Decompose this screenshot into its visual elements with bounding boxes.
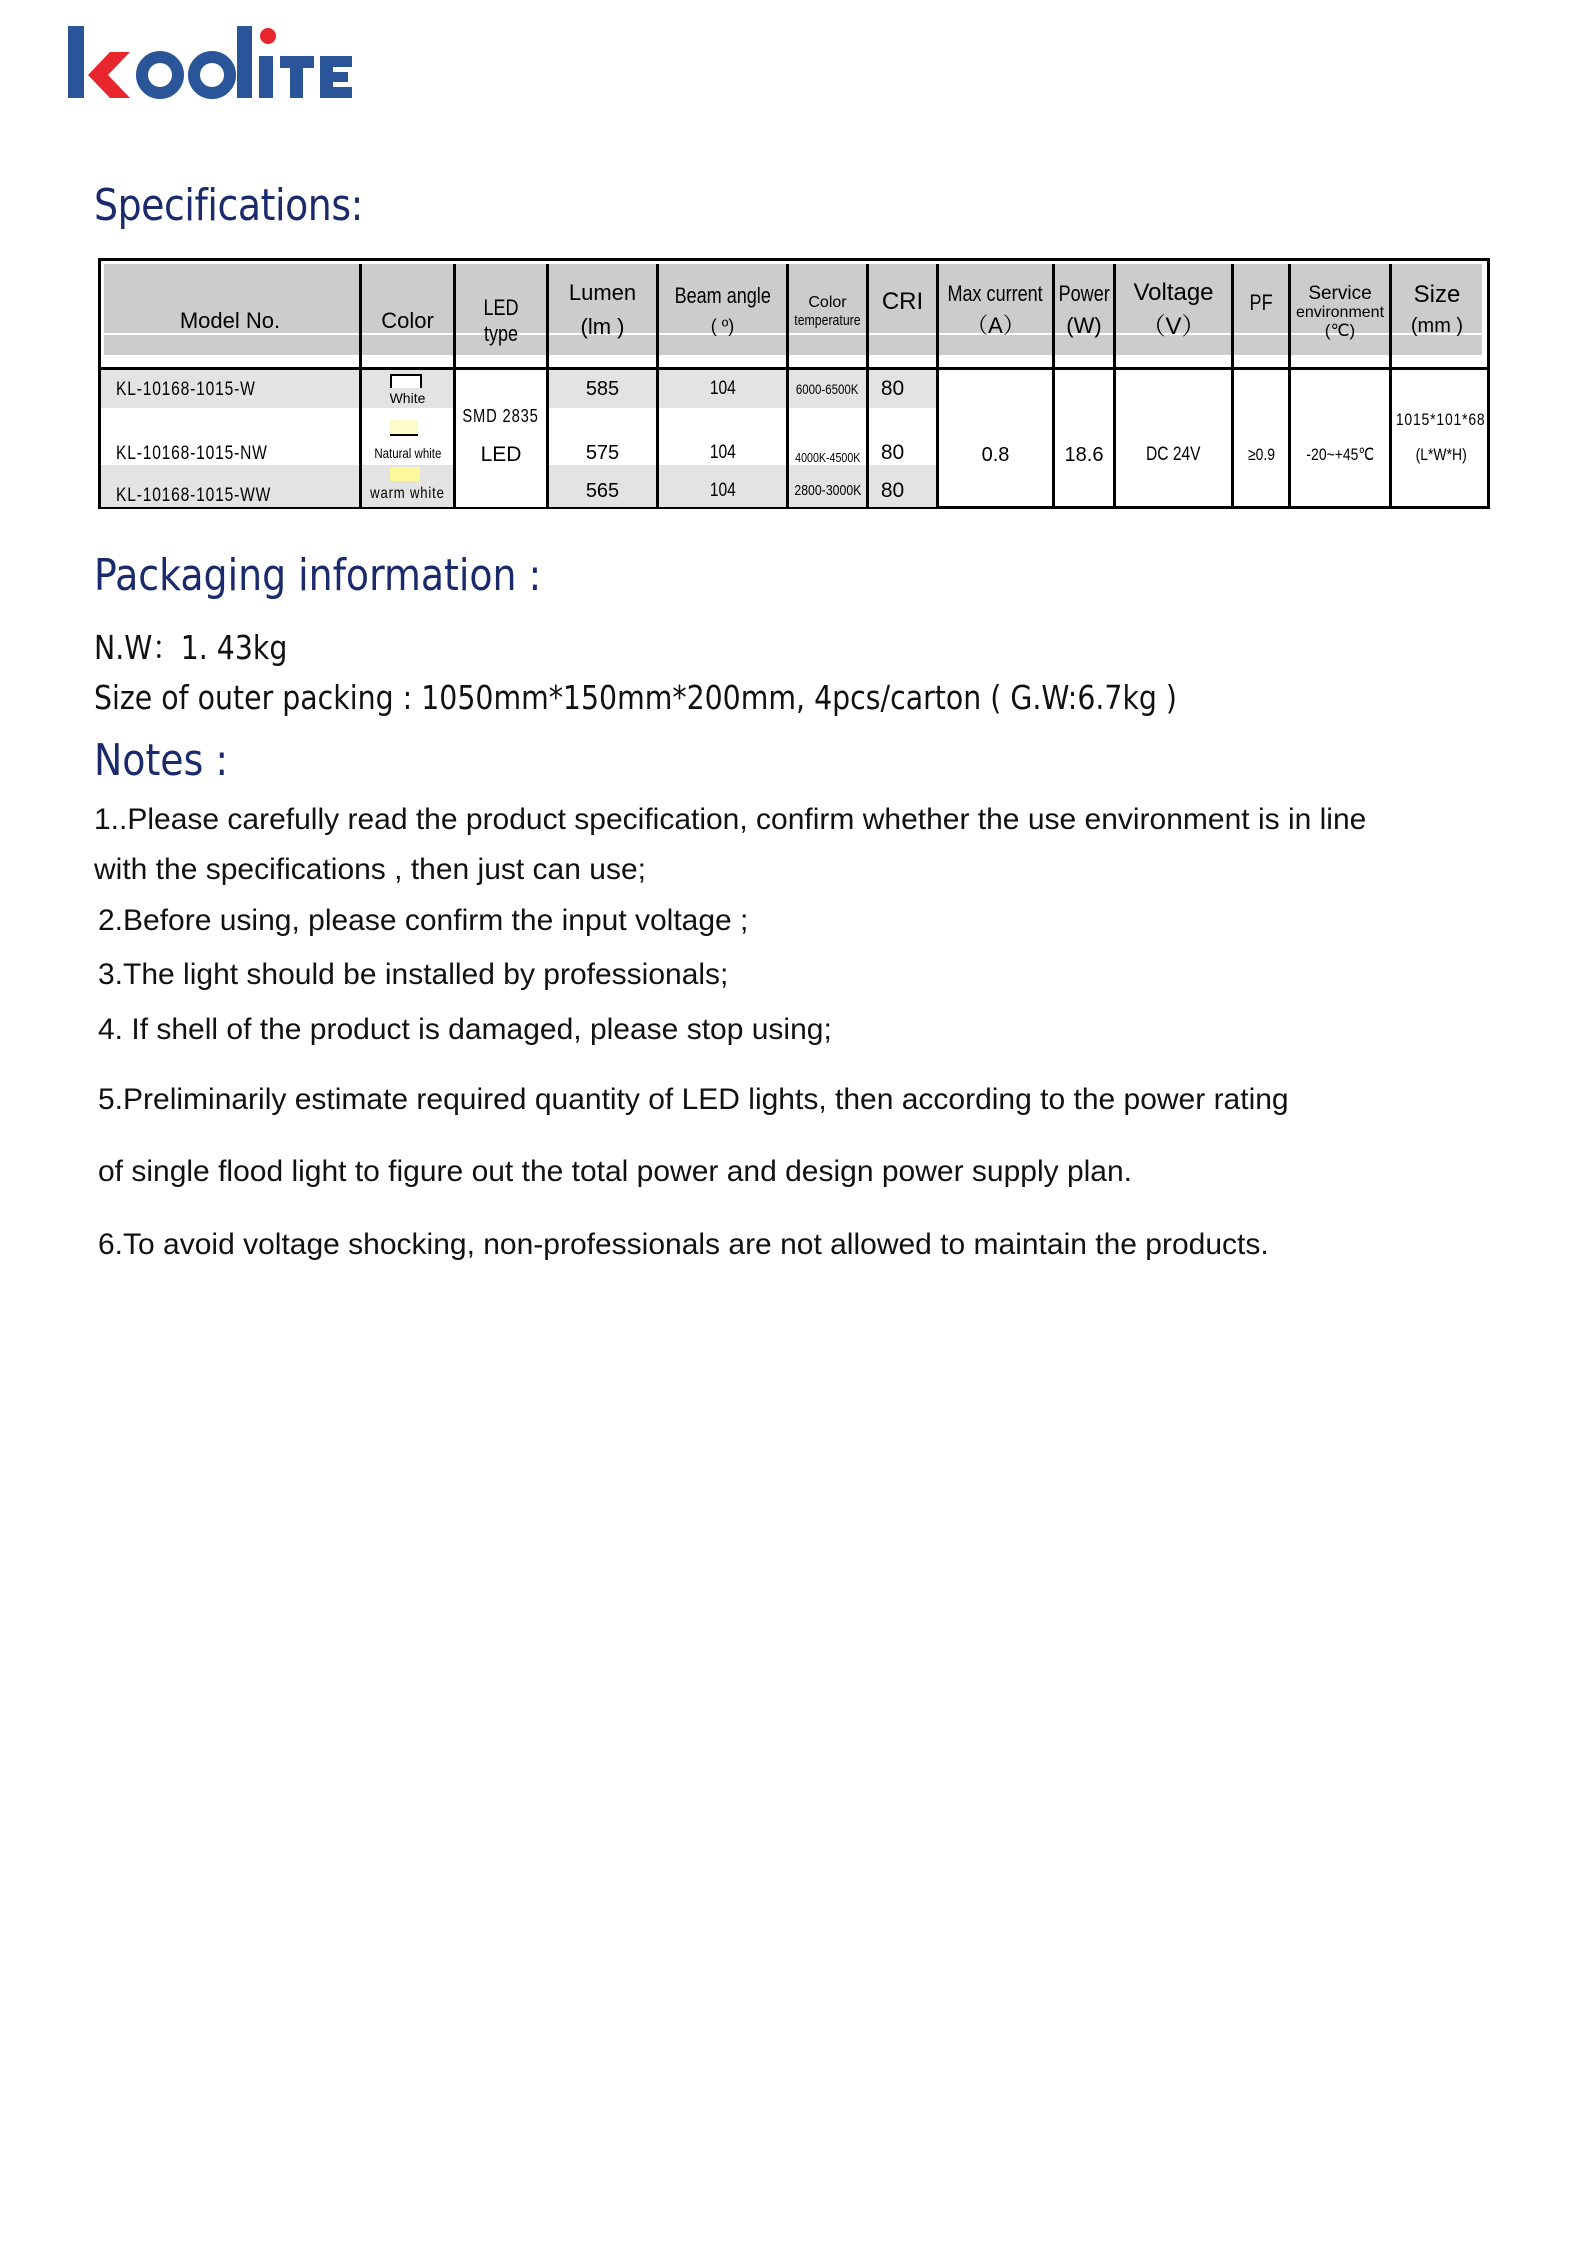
led-type-bg — [454, 370, 547, 507]
header-max-current: Max current （A） — [947, 281, 1044, 338]
led-type-line-2: LED — [480, 442, 522, 466]
header-power: Power (W) — [1058, 281, 1110, 338]
header-pf: PF — [1249, 289, 1273, 315]
row-3-cri: 80 — [880, 478, 905, 502]
natural-white-swatch — [390, 420, 418, 436]
row-2-beam-angle: 104 — [709, 442, 736, 464]
warm-white-swatch — [390, 467, 420, 481]
note-3: 3.The light should be installed by professionals; — [98, 958, 729, 991]
row-3-model: KL-10168-1015-WW — [116, 485, 272, 506]
row-1-model: KL-10168-1015-W — [116, 379, 256, 400]
header-model: Model No. — [179, 307, 281, 333]
note-1a: 1..Please carefully read the product specification, confirm whether the use environment is in line — [94, 803, 1367, 836]
notes-title: Notes : — [94, 735, 229, 786]
row-3-color: warm white — [370, 485, 445, 502]
row-3-lumen: 565 — [585, 479, 620, 502]
koolite-logo — [66, 22, 356, 102]
header-size: Size (mm ) — [1410, 281, 1464, 337]
row-3-beam-angle: 104 — [709, 480, 736, 502]
power-value: 18.6 — [1064, 443, 1104, 466]
header-led-type: LED type — [483, 295, 519, 346]
row-1-cri: 80 — [880, 376, 905, 400]
row-2-model: KL-10168-1015-NW — [116, 443, 268, 464]
header-color: Color — [381, 307, 434, 333]
white-swatch — [390, 374, 422, 388]
header-beam-angle: Beam angle ( º) — [674, 282, 771, 336]
note-2: 2.Before using, please confirm the input voltage ; — [98, 904, 749, 937]
row-1-color: White — [389, 390, 426, 406]
row-1-color-temp: 6000-6500K — [796, 380, 859, 397]
header-cri: CRI — [881, 287, 924, 315]
voltage-value: DC 24V — [1146, 444, 1201, 466]
size-value-line-2: (L*W*H) — [1415, 445, 1467, 465]
row-2-lumen: 575 — [585, 441, 620, 464]
note-5b: of single flood light to figure out the total power and design power supply plan. — [98, 1155, 1133, 1188]
row-1-lumen: 585 — [585, 377, 620, 400]
outer-packing: Size of outer packing : 1050mm*150mm*200mm, 4pcs/carton ( G.W:6.7kg ) — [94, 678, 1178, 717]
specifications-title: Specifications: — [94, 180, 363, 231]
pf-value: ≥0.9 — [1247, 445, 1275, 465]
row-3-color-temp: 2800-3000K — [793, 482, 862, 500]
max-current-value: 0.8 — [981, 443, 1010, 466]
service-env-value: -20~+45℃ — [1306, 445, 1374, 465]
row-2-color: Natural white — [373, 445, 441, 461]
size-value-line-1: 1015*101*68 — [1396, 410, 1486, 430]
note-5a: 5.Preliminarily estimate required quantity of LED lights, then according to the power rating — [98, 1083, 1289, 1116]
led-type-line-1: SMD 2835 — [462, 405, 540, 426]
row-2-cri: 80 — [880, 440, 905, 464]
note-4: 4. If shell of the product is damaged, please stop using; — [98, 1013, 832, 1046]
packaging-title: Packaging information : — [94, 550, 542, 601]
note-6: 6.To avoid voltage shocking, non-professionals are not allowed to maintain the products. — [98, 1228, 1269, 1261]
note-1b: with the specifications , then just can use; — [94, 853, 646, 886]
row-1-beam-angle: 104 — [709, 378, 736, 400]
header-service-environment: Service environment (℃) — [1295, 282, 1385, 340]
header-voltage: Voltage （V） — [1133, 278, 1214, 340]
row-2-color-temp: 4000K-4500K — [794, 449, 861, 465]
net-weight: N.W：1. 43kg — [94, 628, 288, 667]
header-color-temperature: Color temperature — [794, 294, 861, 330]
header-lumen: Lumen (lm ) — [568, 280, 637, 339]
